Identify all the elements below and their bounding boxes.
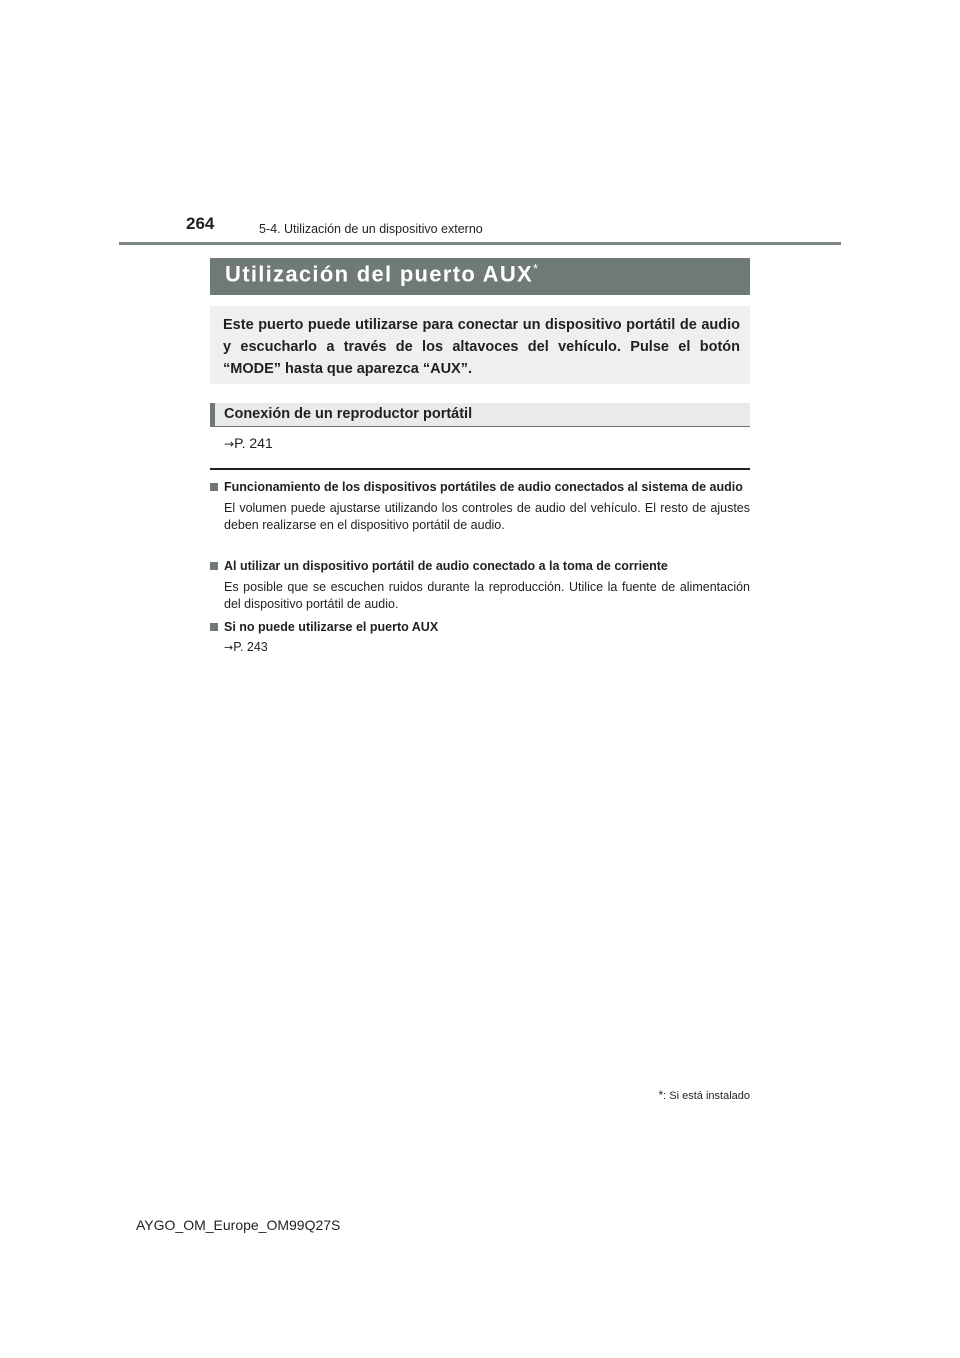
footnote-text: : Si está instalado (663, 1090, 750, 1102)
intro-text: Este puerto puede utilizarse para conectar un dispositivo portátil de audio y escucharlo a través de los altavoces del vehículo. Pulse el botón “MODE” hasta que aparezca “AUX”. (223, 317, 740, 377)
page-reference-text: P. 241 (234, 435, 273, 451)
note-body: El volumen puede ajustarse utilizando los controles de audio del vehículo. El resto de ajustes deben realizarse en el dispositivo portátil de audio. (224, 501, 750, 532)
note-heading (210, 558, 750, 575)
note-heading-text: Al utilizar un dispositivo portátil de audio conectado a la toma de corriente (224, 559, 668, 573)
intro-box (210, 306, 750, 384)
page-reference-link[interactable] (224, 435, 273, 451)
document-code: AYGO_OM_Europe_OM99Q27S (136, 1217, 341, 1233)
note-heading-text: Si no puede utilizarse el puerto AUX (224, 620, 439, 634)
note-item (210, 479, 750, 534)
subheading-text: Conexión de un reproductor portátil (224, 406, 473, 422)
note-item (210, 558, 750, 613)
arrow-icon: → (224, 641, 234, 654)
page-title-text: Utilización del puerto AUX (225, 261, 534, 287)
square-bullet-icon (210, 562, 218, 570)
installed-asterisk: * (658, 1088, 664, 1102)
note-body: Es posible que se escuchen ruidos durante la reproducción. Utilice la fuente de alimentación del dispositivo portátil de audio. (224, 580, 750, 611)
notes-divider (210, 468, 750, 470)
note-item (210, 619, 750, 654)
page-reference-text: P. 243 (233, 640, 268, 654)
installed-asterisk: * (533, 261, 540, 276)
page-title (225, 261, 539, 287)
header-divider (119, 242, 841, 245)
square-bullet-icon (210, 483, 218, 491)
note-heading-text: Funcionamiento de los dispositivos portátiles de audio conectados al sistema de audio (224, 480, 743, 494)
subheading-bar (210, 403, 750, 427)
section-reference: 5-4. Utilización de un dispositivo externo (259, 222, 483, 236)
footnote (658, 1088, 750, 1102)
title-bar (210, 258, 750, 295)
subheading-accent (210, 403, 215, 427)
note-heading (210, 479, 750, 496)
page-reference-link[interactable] (210, 640, 750, 654)
page-number: 264 (186, 214, 215, 233)
square-bullet-icon (210, 623, 218, 631)
note-heading (210, 619, 750, 636)
arrow-icon: → (224, 437, 235, 451)
